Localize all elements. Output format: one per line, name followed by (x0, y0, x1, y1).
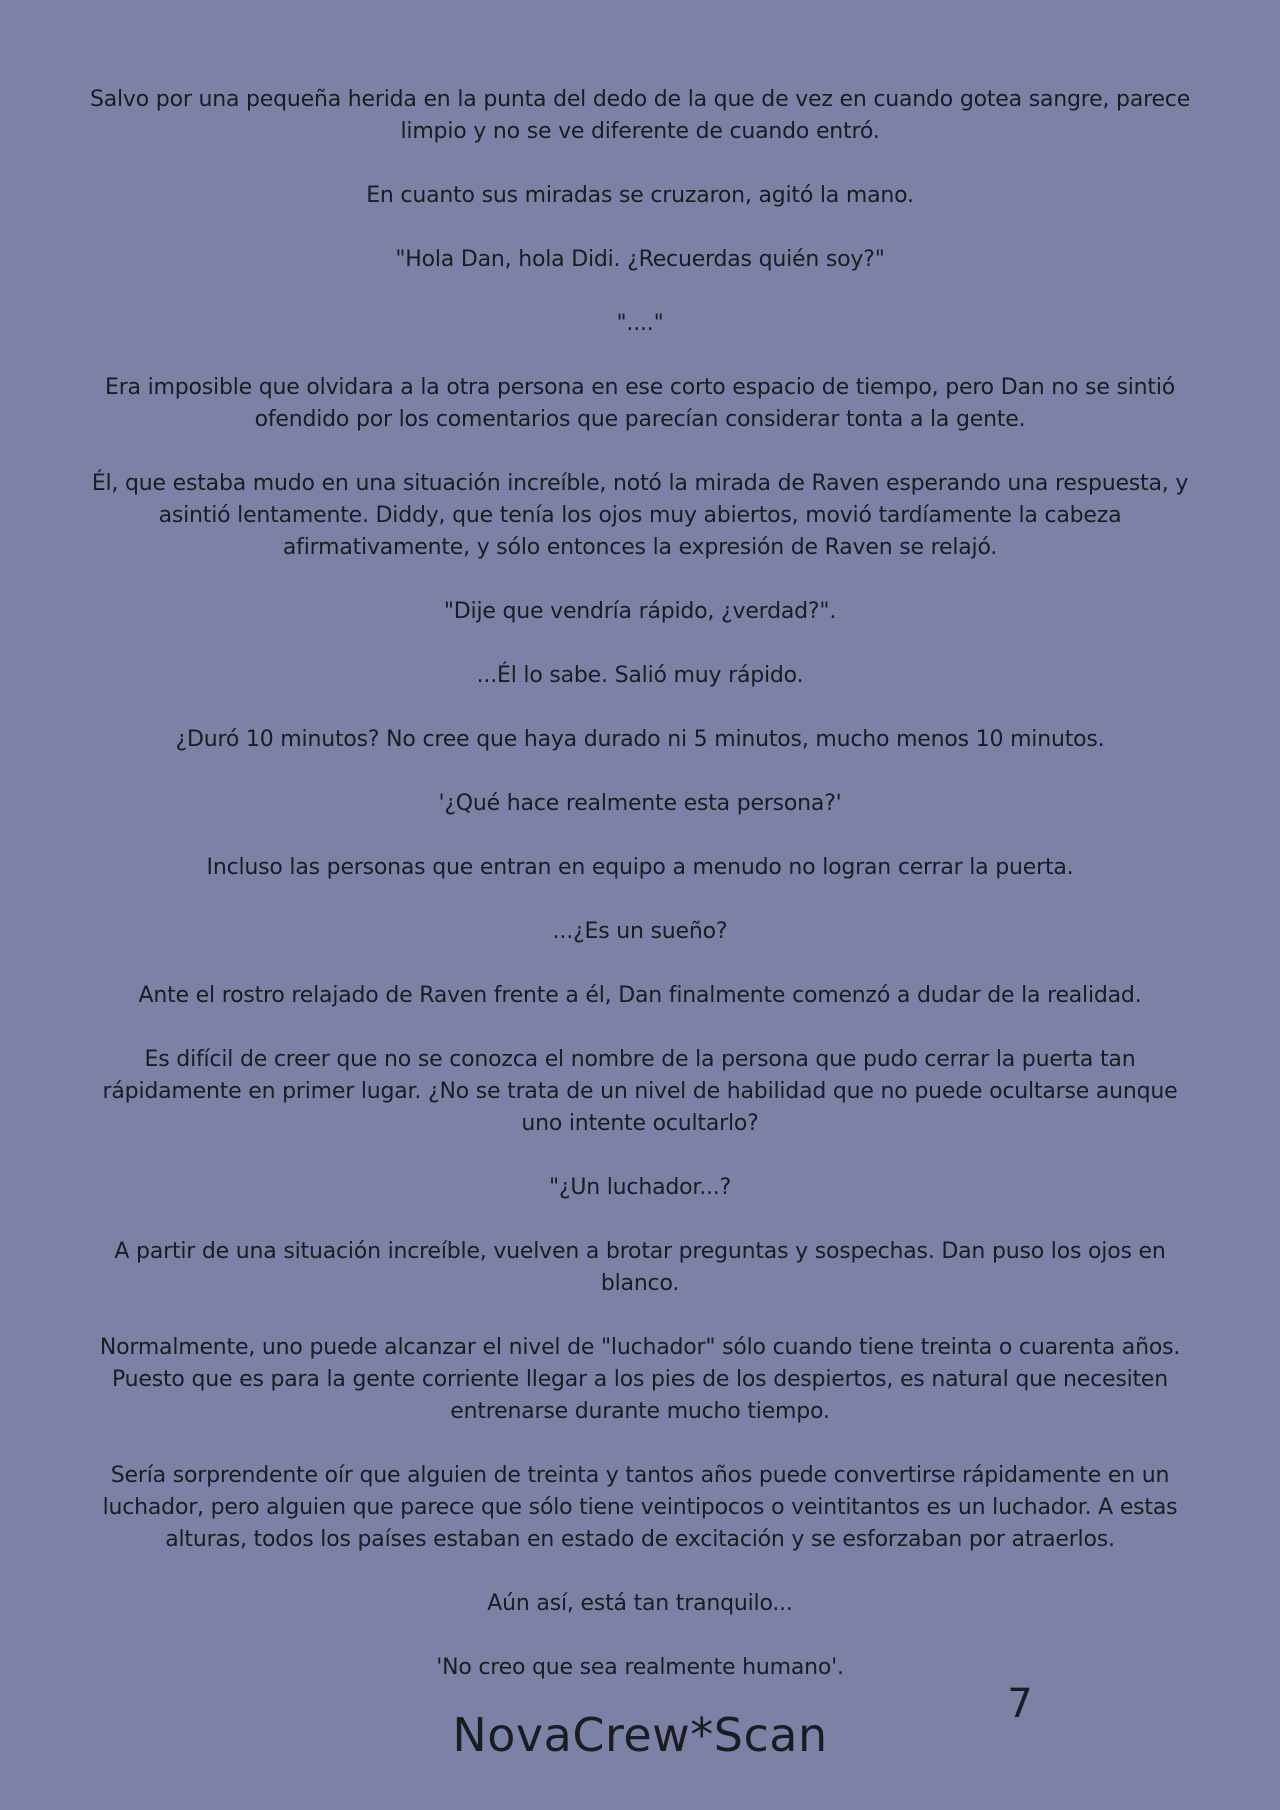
paragraph-5: Era imposible que olvidara a la otra persona en ese corto espacio de tiempo, pero Dan no se sintió ofendido por los comentarios que parecían considerar tonta a la gente. (105, 375, 1175, 432)
paragraph-7: "Dije que vendría rápido, ¿verdad?". (443, 599, 837, 624)
paragraph-13: Ante el rostro relajado de Raven frente a él, Dan finalmente comenzó a dudar de la realidad. (138, 983, 1142, 1008)
paragraph-14: Es difícil de creer que no se conozca el nombre de la persona que pudo cerrar la puerta tan rápidamente en primer lugar. ¿No se trata de un nivel de habilidad que no puede ocultarse aunque uno intente ocultarlo? (102, 1047, 1178, 1136)
scanlation-watermark: NovaCrew*Scan (452, 1708, 828, 1762)
paragraph-17: Normalmente, uno puede alcanzar el nivel de "luchador" sólo cuando tiene treinta o cuarenta años. Puesto que es para la gente corriente llegar a los pies de los despiertos, es natural que necesiten entrenarse durante mucho tiempo. (99, 1335, 1181, 1424)
paragraph-6: Él, que estaba mudo en una situación increíble, notó la mirada de Raven esperando una respuesta, y asintió lentamente. Diddy, que tenía los ojos muy abiertos, movió tardíamente la cabeza afirmativamente, y sólo entonces la expresión de Raven se relajó. (91, 471, 1189, 560)
paragraph-8: ...Él lo sabe. Salió muy rápido. (476, 663, 804, 688)
paragraph-12: ...¿Es un sueño? (552, 919, 728, 944)
paragraph-10: '¿Qué hace realmente esta persona?' (438, 791, 842, 816)
paragraph-1: Salvo por una pequeña herida en la punta del dedo de la que de vez en cuando gotea sangre, parece limpio y no se ve diferente de cuando entró. (89, 87, 1191, 144)
story-text (80, 84, 1200, 1716)
paragraph-11: Incluso las personas que entran en equipo a menudo no logran cerrar la puerta. (206, 855, 1074, 880)
paragraph-3: "Hola Dan, hola Didi. ¿Recuerdas quién soy?" (395, 247, 885, 272)
paragraph-4: "...." (616, 311, 664, 336)
paragraph-18: Sería sorprendente oír que alguien de treinta y tantos años puede convertirse rápidamente en un luchador, pero alguien que parece que sólo tiene veintipocos o veintitantos es un luchador. A estas alturas, todos los países estaban en estado de excitación y se esforzaban por atraerlos. (102, 1463, 1178, 1552)
paragraph-15: "¿Un luchador...? (548, 1175, 732, 1200)
paragraph-2: En cuanto sus miradas se cruzaron, agitó la mano. (366, 183, 914, 208)
paragraph-16: A partir de una situación increíble, vuelven a brotar preguntas y sospechas. Dan puso los ojos en blanco. (114, 1239, 1166, 1296)
paragraph-9: ¿Duró 10 minutos? No cree que haya durado ni 5 minutos, mucho menos 10 minutos. (175, 727, 1105, 752)
paragraph-19: Aún así, está tan tranquilo... (487, 1591, 793, 1616)
paragraph-20: 'No creo que sea realmente humano'. (436, 1655, 844, 1680)
page-number: 7 (1007, 1681, 1033, 1727)
